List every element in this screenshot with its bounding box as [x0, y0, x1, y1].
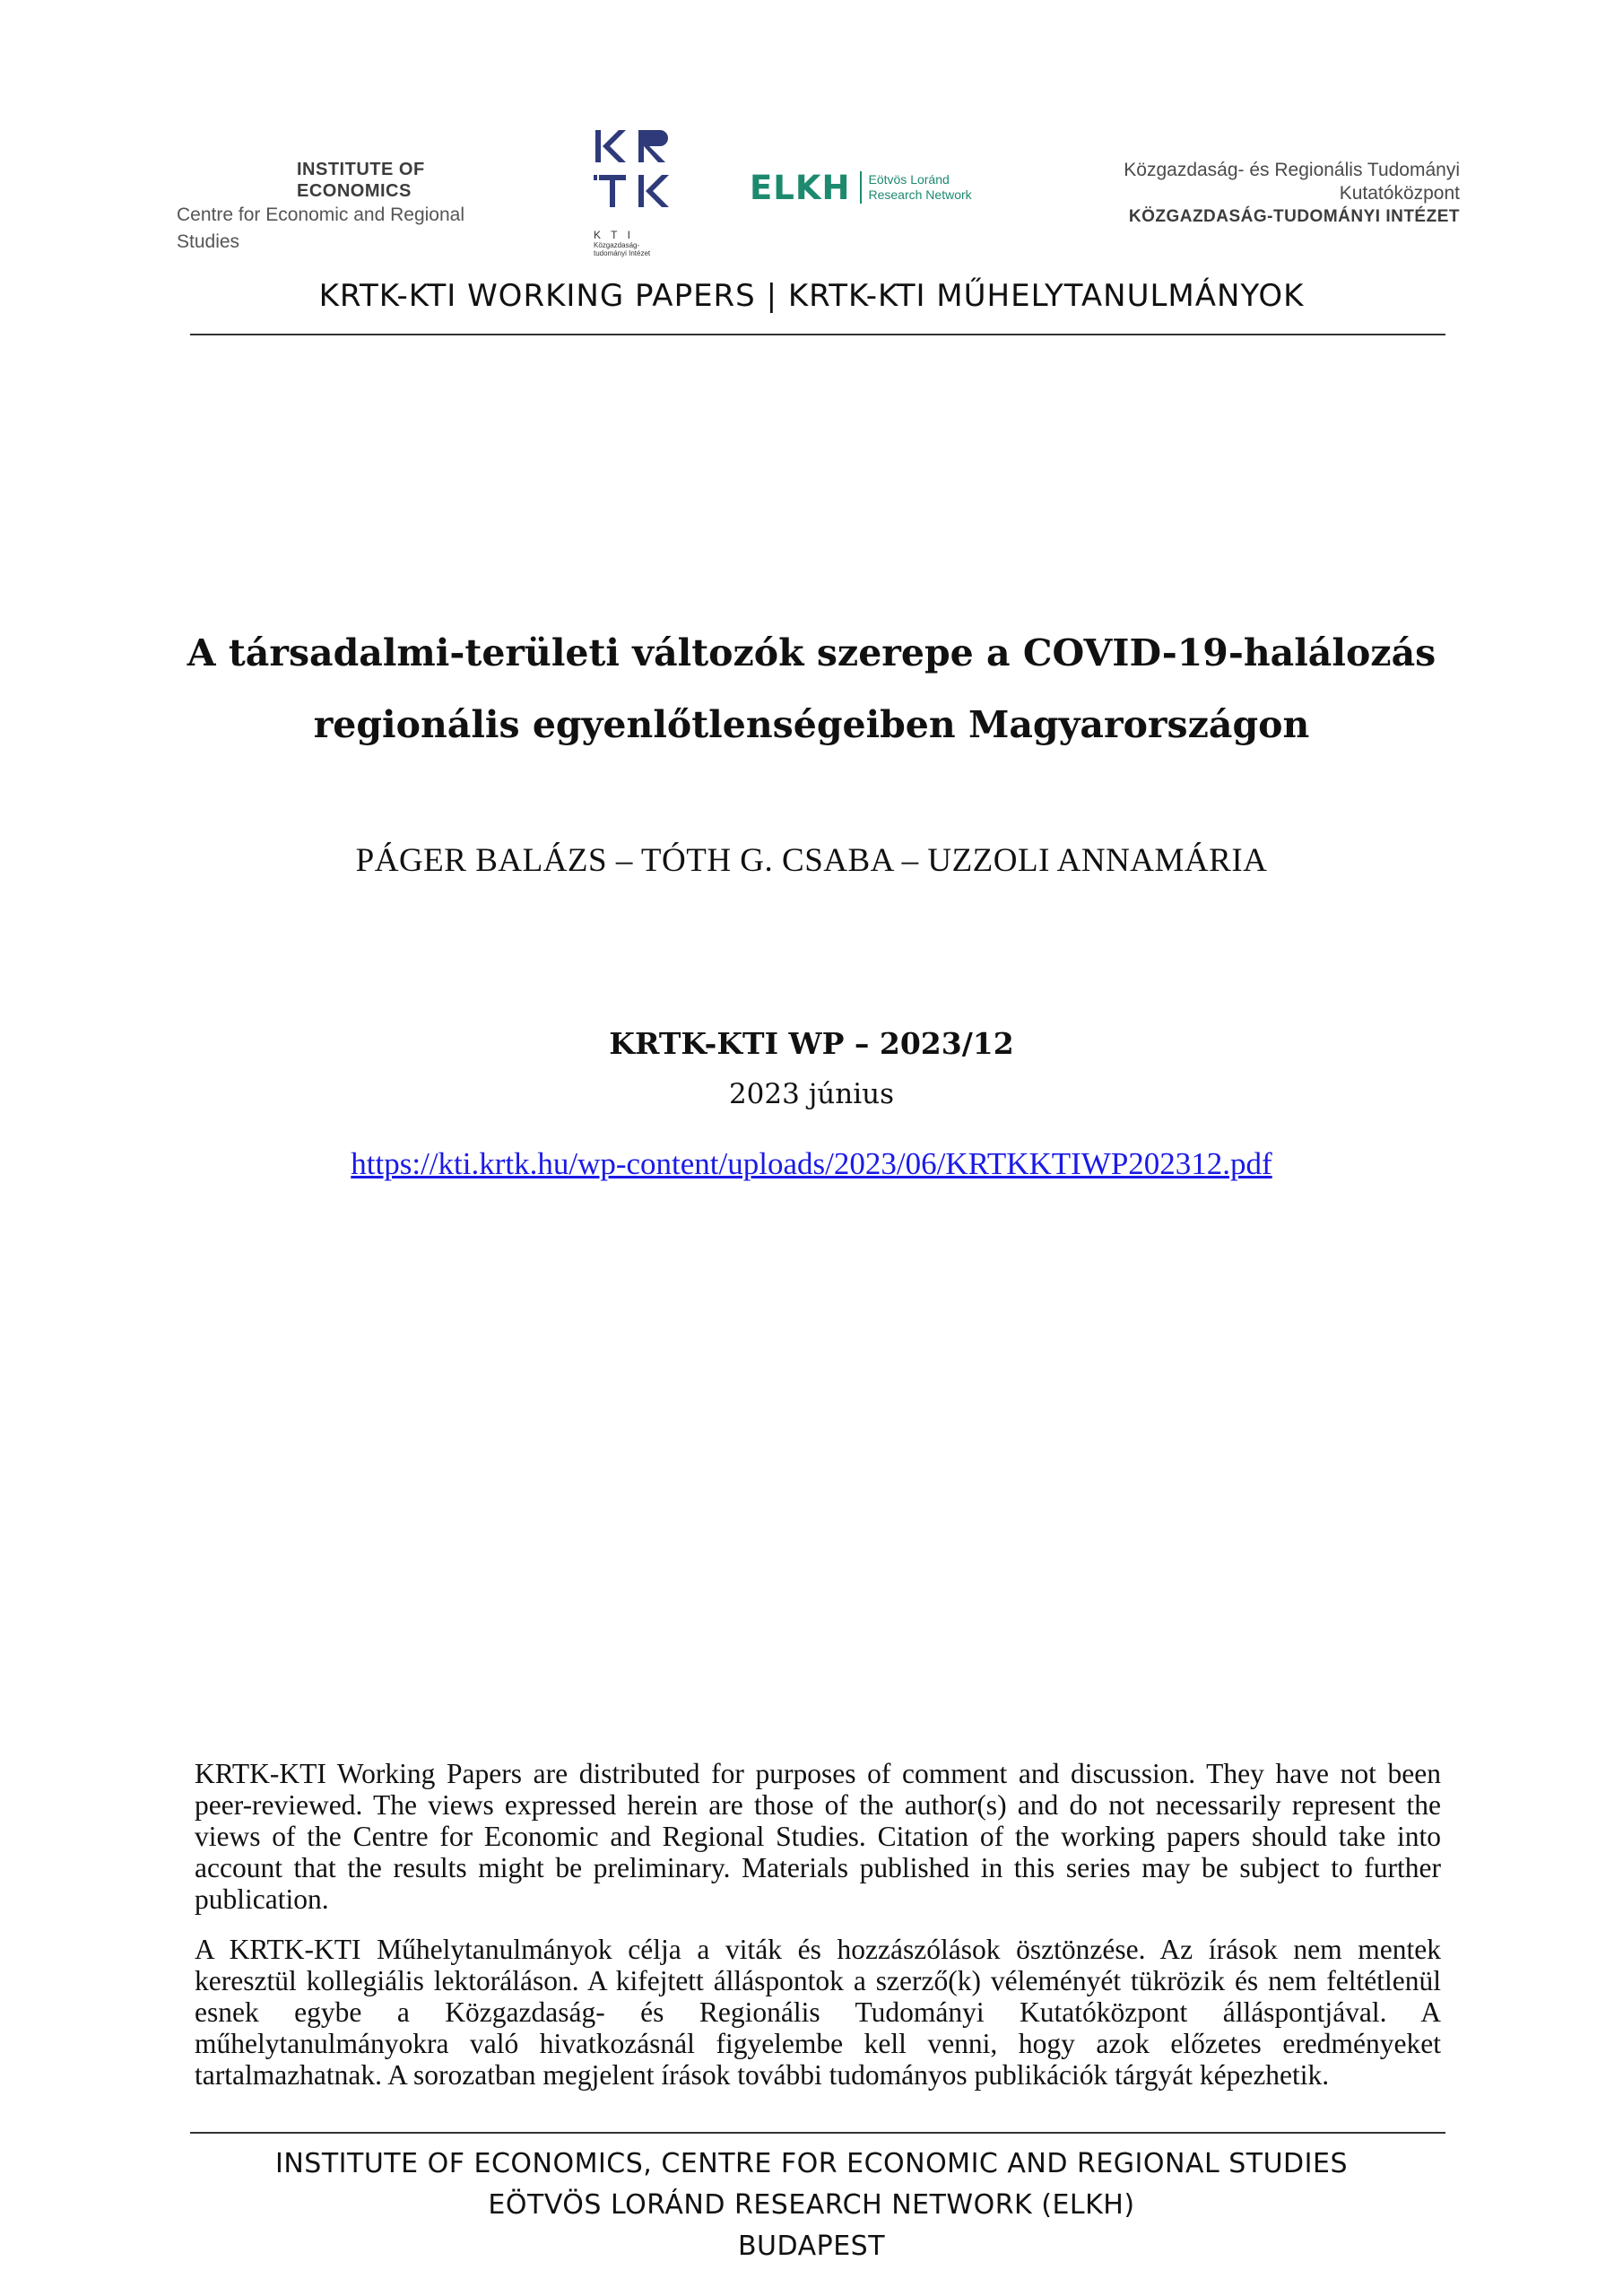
krtk-logo-abbr: K T I [594, 229, 634, 241]
footer-line1: INSTITUTE OF ECONOMICS, CENTRE FOR ECONOMIC AND REGIONAL STUDIES [274, 2148, 1348, 2179]
elkh-logo-line2: Research Network [868, 187, 972, 202]
footer-line2: EÖTVÖS LORÁND RESEARCH NETWORK (ELKH) [488, 2189, 1135, 2221]
paper-title [143, 617, 1480, 761]
elkh-logo-text [869, 172, 972, 203]
paper-url-link[interactable]: https://kti.krtk.hu/wp-content/uploads/2023/06/KRTKKTIWP202312.pdf [351, 1146, 1272, 1181]
elkh-logo-mark: ELKH [750, 168, 851, 207]
institute-of-economics-logo [177, 159, 517, 256]
elkh-logo-line1: Eötvös Loránd [868, 172, 950, 187]
footer-rule [190, 2132, 1445, 2134]
paper-title-line2: regionális egyenlőtlenségeiben Magyarországon [313, 703, 1310, 746]
paper-authors: PÁGER BALÁZS – TÓTH G. CSABA – UZZOLI ANNAMÁRIA [355, 842, 1268, 879]
krtk-kti-logo [586, 123, 685, 257]
krtk-logo-caption [594, 229, 692, 257]
working-paper-number: KRTK-KTI WP – 2023/12 [609, 1026, 1014, 1061]
series-header: KRTK-KTI WORKING PAPERS | KRTK-KTI MŰHELYTANULMÁNYOK [318, 278, 1305, 314]
header-rule [190, 334, 1445, 335]
krtk-logo-mark [586, 123, 685, 223]
publication-date: 2023 június [728, 1078, 895, 1110]
paper-title-line1: A társadalmi-területi változók szerepe a COVID-19-halálozás [187, 631, 1436, 674]
kti-logo [1011, 159, 1460, 229]
footer-line3: BUDAPEST [737, 2231, 886, 2262]
disclaimer-english: KRTK-KTI Working Papers are distributed for purposes of comment and discussion. They have not been peer-reviewed. The views expressed herein are those of the author(s) and do not necessarily represent the views of the Centre for Economic and Regional Studies. Citation of the working papers should take into account that the results might be preliminary. Materials published in this series may be subject to further publication. [195, 1758, 1441, 1915]
kti-logo-line2: KÖZGAZDASÁG-TUDOMÁNYI INTÉZET [1128, 207, 1460, 226]
krtk-logo-subtitle: Közgazdaság-tudományi Intézet [594, 241, 651, 257]
kti-logo-line1: Közgazdaság- és Regionális Tudományi Kutatóközpont [1124, 160, 1460, 204]
disclaimer-hungarian: A KRTK-KTI Műhelytanulmányok célja a viták és hozzászólások ösztönzése. Az írások nem mentek keresztül kollegiális lektoráláson. A kifejtett álláspontok a szerző(k) véleményét tükrözik és nem feltétlenül esnek egybe a Közgazdaság- és Regionális Tudományi Kutatóközpont álláspontjával. A műhelytanulmányokra való hivatkozásnál figyelembe kell venni, hogy azok előzetes eredményeket tartalmazhatnak. A sorozatban megjelent írások további tudományos publikációk tárgyát képezhetik. [195, 1934, 1441, 2091]
elkh-logo [750, 165, 972, 210]
institute-logo-line1: INSTITUTE OF ECONOMICS [297, 160, 425, 201]
elkh-logo-divider [860, 171, 862, 204]
institute-logo-line2: Centre for Economic and Regional Studies [177, 204, 465, 252]
